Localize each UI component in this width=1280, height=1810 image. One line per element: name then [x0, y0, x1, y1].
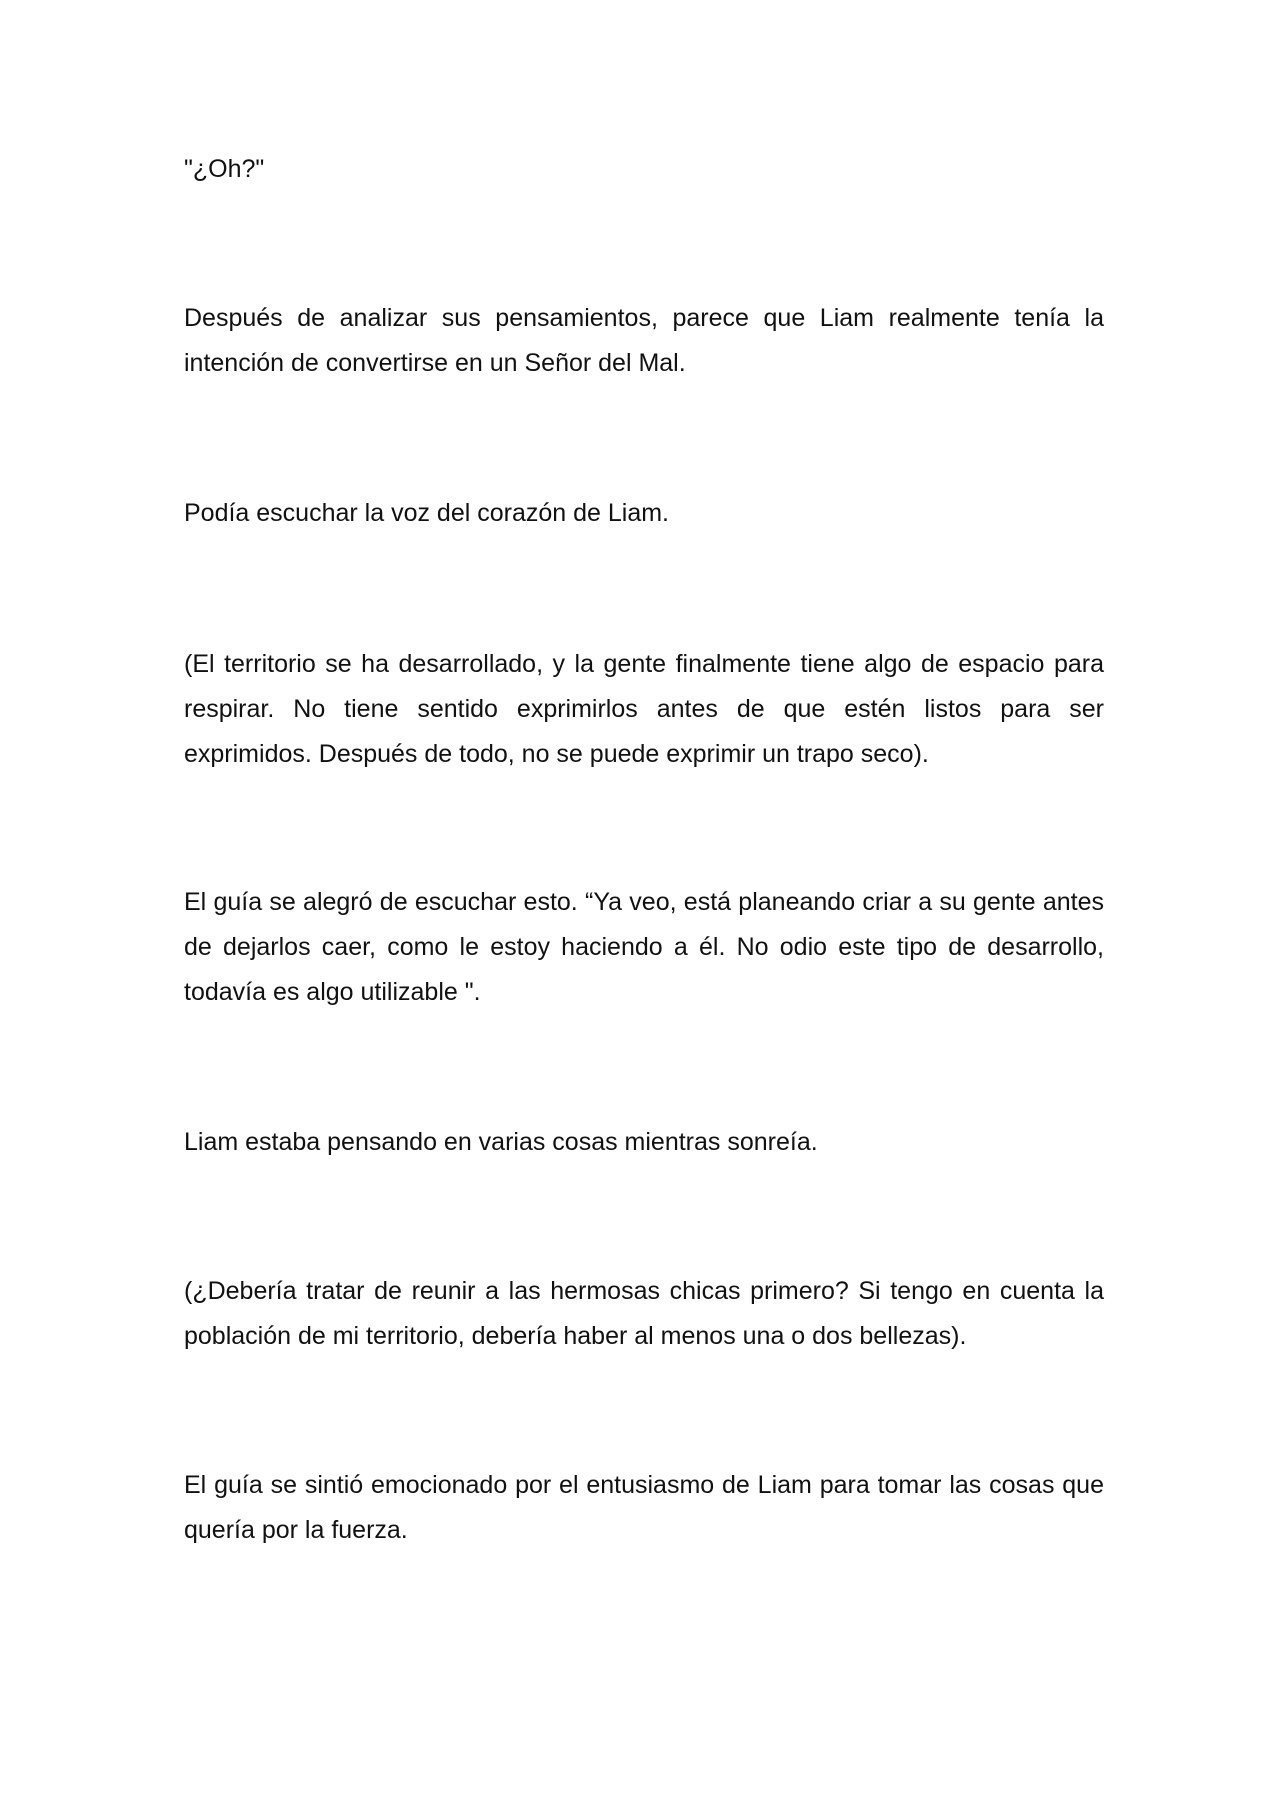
paragraph-oh: "¿Oh?" [184, 155, 265, 183]
paragraph-guide-pleased: El guía se alegró de escuchar esto. “Ya veo, está planeando criar a su gente antes de dejarlos caer, como le estoy haciendo a él. No odio este tipo de desarrollo, todavía es algo utilizable ". [184, 888, 1104, 1006]
paragraph-beauties-thought: (¿Debería tratar de reunir a las hermosas chicas primero? Si tengo en cuenta la población de mi territorio, debería haber al menos una o dos bellezas). [184, 1277, 1104, 1350]
paragraph-guide-excited: El guía se sintió emocionado por el entusiasmo de Liam para tomar las cosas que quería por la fuerza. [184, 1471, 1104, 1544]
paragraph-territory-thought: (El territorio se ha desarrollado, y la gente finalmente tiene algo de espacio para respirar. No tiene sentido exprimirlos antes de que estén listos para ser exprimidos. Después de todo, no se puede exprimir un trapo seco). [184, 650, 1104, 768]
paragraph-analysis: Después de analizar sus pensamientos, parece que Liam realmente tenía la intención de convertirse en un Señor del Mal. [184, 304, 1104, 377]
paragraph-heart-voice: Podía escuchar la voz del corazón de Liam. [184, 499, 669, 527]
paragraph-liam-smiling: Liam estaba pensando en varias cosas mientras sonreía. [184, 1128, 818, 1156]
